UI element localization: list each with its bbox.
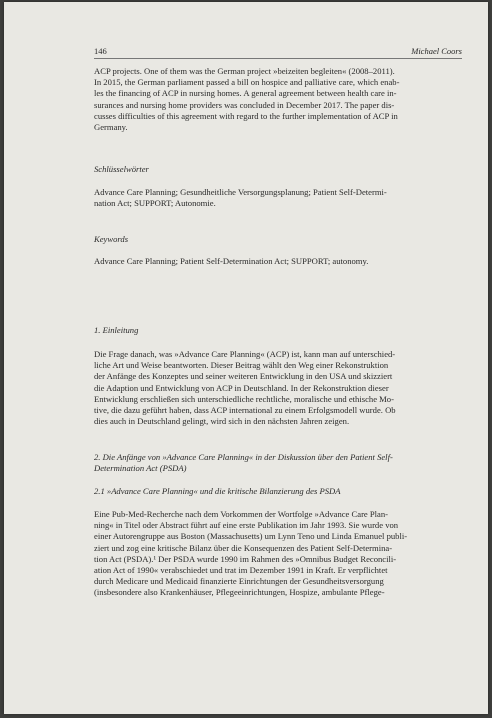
schluesselwoerter-text	[94, 187, 462, 209]
text-line: dies auch in Deutschland gelingt, wird sich in den nächsten Jahren zeigen.	[94, 416, 350, 427]
text-line: ation Act of 1990« verabschiedet und trat im Dezember 1991 in Kraft. Er verpflichtet	[94, 565, 388, 576]
book-page	[4, 2, 488, 714]
text-line: Die Frage danach, was »Advance Care Planning« (ACP) ist, kann man auf unterschied-	[94, 349, 396, 359]
text-line: liche Art und Weise beantworten. Dieser Beitrag wählt den Weg einer Rekonstruktion	[94, 360, 389, 371]
keywords-heading: Keywords	[94, 234, 129, 244]
heading-line: 2. Die Anfänge von »Advance Care Planning« in der Diskussion über den Patient Self-	[94, 452, 393, 462]
text-line: ziert und zog eine kritische Bilanz über die Konsequenzen des Patient Self-Determina-	[94, 542, 393, 553]
running-author: Michael Coors	[411, 46, 462, 56]
text-line: In 2015, the German parliament passed a bill on hospice and palliative care, which enab-	[94, 77, 400, 88]
text-line: (insbesondere also Krankenhäuser, Pflegeeinrichtungen, Hospize, ambulante Pflege-	[94, 587, 385, 598]
text-line: Entwicklung erschließen sich unterschiedliche rechtliche, moralische und ethische Mo-	[94, 393, 394, 404]
text-line: die Adaption und Entwicklung von ACP in Deutschland. In der Rekonstruktion dieser	[94, 382, 389, 393]
text-line: ACP projects. One of them was the German project »beizeiten begleiten« (2008–2011).	[94, 66, 395, 76]
section-2-1-heading: 2.1 »Advance Care Planning« und die kritische Bilanzierung des PSDA	[94, 486, 341, 496]
section-1-heading: 1. Einleitung	[94, 325, 139, 335]
text-line: Advance Care Planning; Patient Self-Determination Act; SUPPORT; autonomy.	[94, 256, 369, 266]
heading-line: Determination Act (PSDA)	[94, 463, 187, 474]
text-line: surances and nursing home providers was concluded in December 2017. The paper dis-	[94, 99, 395, 110]
text-line: Germany.	[94, 122, 128, 133]
abstract-end	[94, 66, 462, 133]
section-2-heading	[94, 452, 462, 474]
text-line: cusses difficulties of this agreement with regard to the further implementation of ACP in	[94, 110, 398, 121]
text-line: der Anfänge des Konzeptes und seiner weiteren Entwicklung in den USA und skizziert	[94, 371, 393, 382]
section-1-text	[94, 349, 462, 427]
text-line: durch Medicare und Medicaid finanzierte Einrichtungen der Gesundheitsversorgung	[94, 576, 384, 587]
text-line: einer Autorengruppe aus Boston (Massachusetts) um Lynn Teno und Linda Emanuel publi-	[94, 531, 408, 542]
keywords-text	[94, 256, 462, 267]
section-2-1-text	[94, 509, 462, 599]
text-line: nation Act; SUPPORT; Autonomie.	[94, 198, 216, 209]
text-line: les the financing of ACP in nursing homes. A general agreement between health care in-	[94, 88, 397, 99]
text-line: tion Act (PSDA).¹ Der PSDA wurde 1990 im Rahmen des »Omnibus Budget Reconcili-	[94, 553, 397, 564]
schluesselwoerter-heading: Schlüsselwörter	[94, 164, 149, 174]
page-number: 146	[94, 46, 107, 56]
text-line: tive, die dazu geführt haben, dass ACP international zu einem Erfolgsmodell wurde. Ob	[94, 405, 396, 416]
text-line: Advance Care Planning; Gesundheitliche Versorgungsplanung; Patient Self-Determi-	[94, 187, 387, 197]
text-line: Eine Pub-Med-Recherche nach dem Vorkommen der Wortfolge »Advance Care Plan-	[94, 509, 389, 519]
running-header	[94, 46, 462, 59]
text-line: ning« in Titel oder Abstract führt auf eine erste Publikation im Jahr 1993. Sie wurde von	[94, 520, 399, 531]
